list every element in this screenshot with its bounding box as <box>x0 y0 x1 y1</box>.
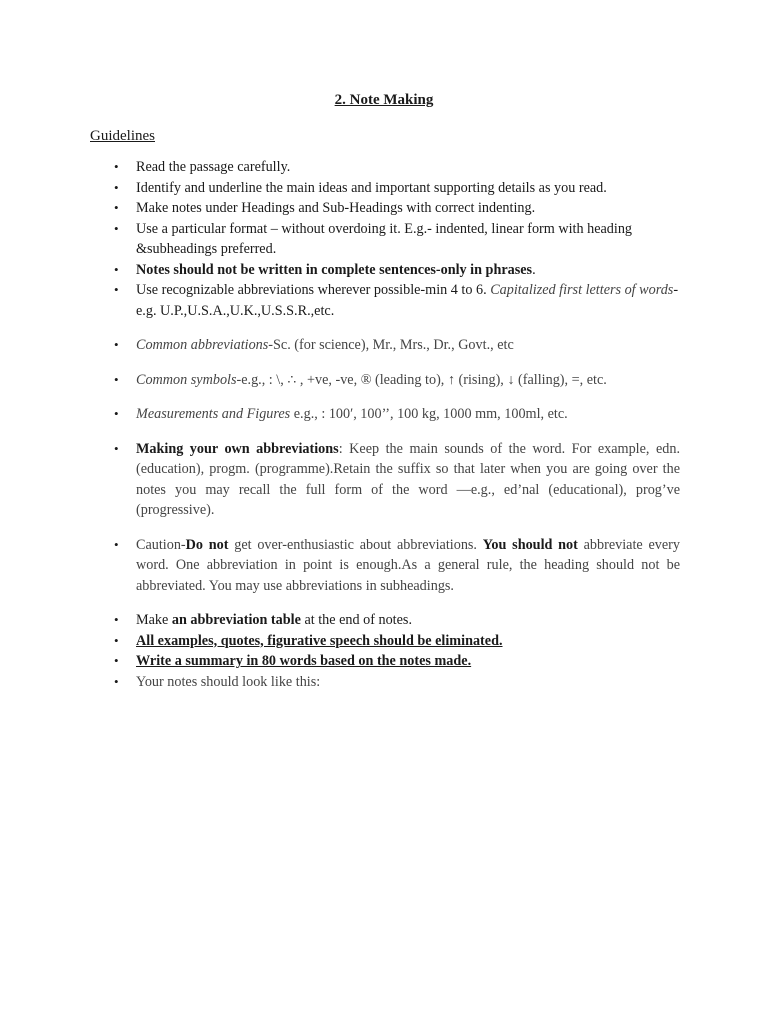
item-text-bold: Notes should not be written in complete sentences-only in phrases <box>136 261 533 278</box>
bullet-icon: • <box>114 159 119 174</box>
item-text: Make notes under Headings and Sub-Headings with correct indenting. <box>136 200 536 216</box>
bullet-icon: • <box>114 200 119 215</box>
item-text: Caution- <box>136 536 186 553</box>
item-text: Use recognizable abbreviations wherever possible-min 4 to 6. <box>136 282 491 298</box>
item-text-bold: Do not <box>185 536 229 553</box>
item-text: Make <box>136 612 172 628</box>
item-text: . <box>532 261 536 278</box>
list-item <box>90 219 680 260</box>
bullet-icon: • <box>114 673 119 689</box>
list-item <box>90 610 680 631</box>
list-item <box>90 631 680 652</box>
bullet-icon: • <box>114 261 119 277</box>
item-text: Your notes should look like this: <box>136 673 321 690</box>
item-text: e.g., : 100′, 100’’, 100 kg, 1000 mm, 100ml, etc. <box>290 406 568 422</box>
list-item <box>90 280 680 321</box>
item-text-italic: Measurements and Figures <box>136 406 291 422</box>
item-text: Read the passage carefully. <box>136 159 291 175</box>
list-item <box>90 260 680 281</box>
bullet-icon: • <box>114 653 119 668</box>
list-item <box>90 198 680 219</box>
item-text: -Sc. (for science), Mr., Mrs., Dr., Govt., etc <box>268 337 514 353</box>
bullet-icon: • <box>114 282 119 297</box>
item-text: -e.g., : \, ∴ , +ve, -ve, ® (leading to), ↑ (rising), ↓ (falling), =, etc. <box>236 371 607 388</box>
bullet-icon: • <box>114 632 119 648</box>
item-text: get over-enthusiastic about abbreviations. <box>228 536 483 553</box>
bullet-icon: • <box>114 371 119 387</box>
bullet-icon: • <box>114 440 119 456</box>
item-text: abbreviate every word. One abbreviation in point is enough.As a general rule, the heading should not be abbreviated. You may use abbreviations in subheadings. <box>136 536 680 594</box>
item-text-italic: Common abbreviations <box>136 337 269 353</box>
list-item <box>90 370 680 391</box>
item-text: : Keep the main sounds of the word. For example, edn. (education), progm. (programme).Retain the suffix so that later when you are going over the notes you may recall the full form of the word —e.g., ed’nal (educational), prog’ve (progressive). <box>136 440 680 518</box>
item-text: Use a particular format – without overdoing it. E.g.- indented, linear form with heading &subheadings preferred. <box>136 220 633 257</box>
item-text-bold-underlined: All examples, quotes, figurative speech should be eliminated. <box>136 632 503 649</box>
list-item <box>90 157 680 178</box>
list-item <box>90 335 680 356</box>
item-text-bold: an abbreviation table <box>171 612 301 628</box>
list-item <box>90 439 680 521</box>
guidelines-heading: Guidelines <box>90 128 155 144</box>
bullet-icon: • <box>114 179 119 195</box>
bullet-icon: • <box>114 536 119 552</box>
bullet-icon: • <box>114 612 119 627</box>
item-text: at the end of notes. <box>300 612 412 628</box>
bullet-icon: • <box>114 220 119 236</box>
list-item <box>90 178 680 199</box>
bullet-icon: • <box>114 406 119 421</box>
guidelines-list <box>90 157 680 692</box>
item-text-italic: Capitalized first letters of words <box>490 282 674 298</box>
list-item <box>90 404 680 425</box>
page-title: 2. Note Making <box>334 92 434 108</box>
list-item <box>90 651 680 672</box>
list-item <box>90 535 680 597</box>
item-text: -e.g. U.P.,U.S.A.,U.K.,U.S.S.R.,etc. <box>136 282 679 319</box>
item-text-bold-underlined: Write a summary in 80 words based on the notes made. <box>136 653 472 669</box>
item-text-italic: Common symbols <box>136 371 237 388</box>
list-item <box>90 672 680 693</box>
item-text-bold: Making your own abbreviations <box>136 440 339 457</box>
item-text: Identify and underline the main ideas and important supporting details as you read. <box>136 179 607 196</box>
item-text-bold: You should not <box>482 536 578 553</box>
bullet-icon: • <box>114 337 119 352</box>
